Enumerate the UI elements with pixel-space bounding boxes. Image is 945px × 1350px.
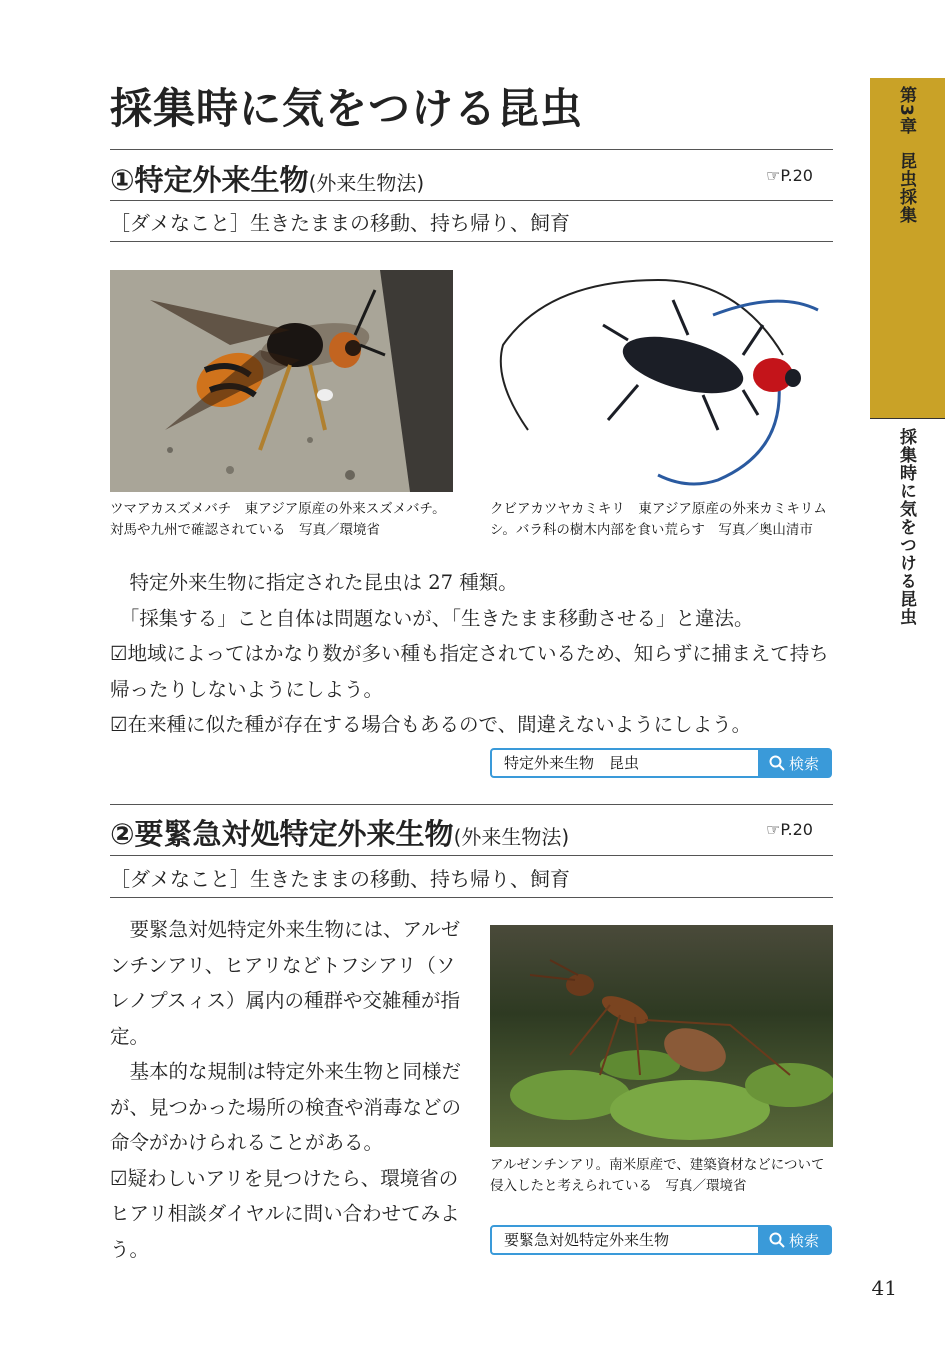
search-icon — [769, 1232, 785, 1248]
beetle-caption: クビアカツヤカミキリ 東アジア原産の外来カミキリムシ。バラ科の樹木内部を食い荒らす 写真／奥山清市 — [490, 501, 827, 538]
section2-page-ref[interactable]: ☞P.20 — [766, 820, 813, 839]
chapter-tab — [870, 78, 945, 418]
section1-search-box[interactable] — [490, 748, 832, 778]
hornet-illustration — [110, 270, 453, 492]
section1-check1: ☑地域によってはかなり数が多い種も指定されているため、知らずに捕まえて持ち帰ったりしないようにしよう。 — [110, 642, 829, 701]
section1-top-rule — [110, 149, 833, 150]
section2-search-query[interactable]: 要緊急対処特定外来生物 — [504, 1231, 670, 1249]
section2-dame: ［ダメなこと］生きたままの移動、持ち帰り、飼育 — [110, 867, 570, 891]
tab-section-title: 採集時に気をつける昆虫 — [896, 428, 916, 626]
pointing-hand-icon: ☞ — [766, 820, 781, 839]
section1-title: ①特定外来生物 — [110, 163, 309, 197]
section2-search-button[interactable]: 検索 — [758, 1227, 830, 1253]
section2-title: ②要緊急対処特定外来生物 — [110, 817, 454, 851]
ant-illustration — [490, 925, 833, 1147]
section1-check2: ☑在来種に似た種が存在する場合もあるので、間違えないようにしよう。 — [110, 713, 752, 736]
section2-heading — [110, 812, 569, 853]
section2-body — [110, 912, 465, 1267]
section2-check1: ☑疑わしいアリを見つけたら、環境省のヒアリ相談ダイヤルに問い合わせてみよう。 — [110, 1166, 460, 1261]
section1-para2: 「採集する」こと自体は問題ないが、「生きたまま移動させる」と違法。 — [110, 606, 754, 630]
hornet-photo — [110, 270, 453, 492]
section1-para1: 特定外来生物に指定された昆虫は 27 種類。 — [110, 571, 518, 594]
section1-search-button[interactable]: 検索 — [758, 750, 830, 776]
chapter-name: 昆虫採集 — [896, 152, 916, 224]
ant-photo — [490, 925, 833, 1147]
page-number: 41 — [871, 1276, 897, 1300]
section2-mid-rule — [110, 855, 833, 856]
section2-para1: 要緊急対処特定外来生物には、アルゼンチンアリ、ヒアリなどトフシアリ（ソレノプスィス）属内の種群や交雑種が指定。 — [110, 918, 461, 1048]
section1-law: (外来生物法) — [308, 171, 425, 195]
section2-law: (外来生物法) — [453, 825, 570, 849]
tab-divider — [870, 418, 945, 419]
section2-search-box[interactable] — [490, 1225, 832, 1255]
page-title: 採集時に気をつける昆虫 — [110, 84, 584, 133]
section1-bottom-rule — [110, 241, 833, 242]
section2-top-rule — [110, 804, 833, 805]
search-icon — [769, 755, 785, 771]
chapter-number: 第3章 — [896, 86, 916, 135]
pointing-hand-icon: ☞ — [766, 166, 781, 185]
section1-heading — [110, 158, 424, 199]
beetle-illustration — [488, 270, 833, 492]
section1-body — [110, 565, 838, 743]
hornet-caption: ツマアカスズメバチ 東アジア原産の外来スズメバチ。対馬や九州で確認されている 写真／環境省 — [110, 501, 446, 538]
beetle-photo — [488, 270, 833, 492]
section1-search-query[interactable]: 特定外来生物 昆虫 — [504, 754, 640, 772]
section2-para2: 基本的な規制は特定外来生物と同様だが、見つかった場所の検査や消毒などの命令がかけられることがある。 — [110, 1060, 462, 1154]
section1-mid-rule — [110, 200, 833, 201]
section1-page-ref[interactable]: ☞P.20 — [766, 166, 813, 185]
ant-caption: アルゼンチンアリ。南米原産で、建築資材などについて侵入したと考えられている 写真／環境省 — [490, 1157, 825, 1194]
section2-bottom-rule — [110, 897, 833, 898]
section1-dame: ［ダメなこと］生きたままの移動、持ち帰り、飼育 — [110, 211, 570, 235]
